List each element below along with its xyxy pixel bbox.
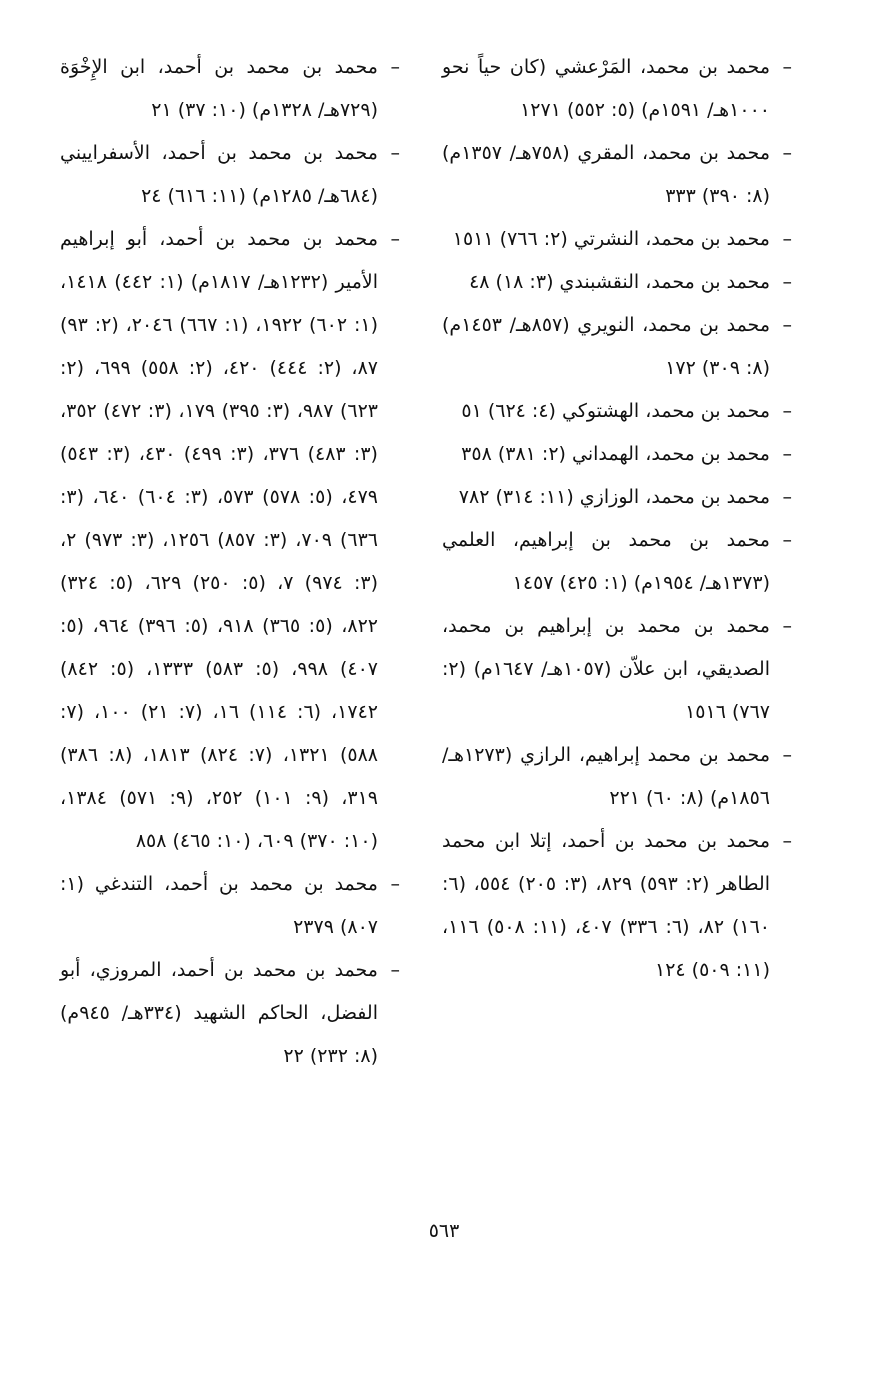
entry-text: محمد بن محمد بن أحمد، إتلا ابن محمد الطاهر (٢: ٥٩٣) ٨٢٩، (٣: ٢٠٥) ٥٥٤، (٦: ١٦٠) ٨٢، (٦: ٣٣٦) ٤٠٧، (١١: ٥٠٨) ١١٦، (١١: ٥٠٩) ١٢٤ xyxy=(442,830,771,981)
entry-text: محمد بن محمد، الهشتوكي (٤: ٦٢٤) ٥١ xyxy=(461,400,770,422)
entry-text: محمد بن محمد، النقشبندي (٣: ١٨) ٤٨ xyxy=(469,271,770,293)
entry-dash: – xyxy=(782,486,792,508)
entry-text: محمد بن محمد، المقري (٧٥٨هـ/ ١٣٥٧م) (٨: ٣٩٠) ٣٣٣ xyxy=(442,142,770,207)
entry-text: محمد بن محمد، النشرتي (٢: ٧٦٦) ١٥١١ xyxy=(452,228,770,250)
entry-text: محمد بن محمد بن أحمد، أبو إبراهيم الأمير (١٢٣٢هـ/ ١٨١٧م) (١: ٤٤٢) ١٤١٨، (١: ٦٠٢) ١٩٢٢، (١: ٦٦٧) ٢٠٤٦، (٢: ٩٣) ٨٧، (٢: ٤٤٤) ٤٢٠، (٢: ٥٥٨) ٦٩٩، (٢: ٦٢٣) ٩٨٧، (٣: ٣٩٥) ١٧٩، (٣: ٤٧٢) ٣٥٢، (٣: ٤٨٣) ٣٧٦، (٣: ٤٩٩) ٤٣٠، (٣: ٥٤٣) ٤٧٩، (٥: ٥٧٨) ٥٧٣، (٣: ٦٠٤) ٦٤٠، (٣: ٦٣٦) ٧٠٩، (٣: ٨٥٧) ١٢٥٦، (٣: ٩٧٣) ٢، (٣: ٩٧٤) ٧، (٥: ٢٥٠) ٦٢٩، (٥: ٣٢٤) ٨٢٢، (٥: ٣٦٥) ٩١٨، (٥: ٣٩٦) ٩٦٤، (٥: ٤٠٧) ٩٩٨، (٥: ٥٨٣) ١٣٣٣، (٥: ٨٤٢) ١٧٤٢، (٦: ١١٤) ١٦، (٧: ٢١) ١٠٠، (٧: ٥٨٨) ١٣٢١، (٧: ٨٢٤) ١٨١٣، (٨: ٣٨٦) ٣١٩، (٩: ١٠١) ٢٥٢، (٩: ٥٧١) ١٣٨٤، (١٠: ٣٧٠) ٦٠٩، (١٠: ٤٦٥) ٨٥٨ xyxy=(60,228,379,852)
index-entry xyxy=(442,820,792,992)
entry-dash: – xyxy=(782,443,792,465)
entry-dash: – xyxy=(782,529,792,551)
entry-text: محمد بن محمد بن أحمد، ابن الإِخْوَة (٧٢٩هـ/ ١٣٢٨م) (١٠: ٣٧) ٢١ xyxy=(60,56,378,121)
entry-text: محمد بن محمد، النويري (٨٥٧هـ/ ١٤٥٣م) (٨: ٣٠٩) ١٧٢ xyxy=(442,314,770,379)
index-entry xyxy=(442,605,792,734)
entry-text: محمد بن محمد، الهمداني (٢: ٣٨١) ٣٥٨ xyxy=(461,443,770,465)
entry-dash: – xyxy=(390,228,400,250)
entry-dash: – xyxy=(390,873,400,895)
entry-text: محمد بن محمد، المَرْعشي (كان حياً نحو ١٠٠٠هـ/ ١٥٩١م) (٥: ٥٥٢) ١٢٧١ xyxy=(442,56,770,121)
entry-text: محمد بن محمد بن أحمد، الأسفراييني (٦٨٤هـ/ ١٢٨٥م) (١١: ٦١٦) ٢٤ xyxy=(60,142,378,207)
index-entry xyxy=(442,261,792,304)
entry-dash: – xyxy=(782,228,792,250)
index-entry xyxy=(442,519,792,605)
index-entry xyxy=(60,949,400,1078)
index-entry xyxy=(442,218,792,261)
entry-text: محمد بن محمد بن إبراهيم بن محمد، الصديقي، ابن علاّن (١٠٥٧هـ/ ١٦٤٧م) (٢: ٧٦٧) ١٥١٦ xyxy=(442,615,770,723)
entry-dash: – xyxy=(782,615,792,637)
index-entry xyxy=(442,433,792,476)
entry-dash: – xyxy=(782,56,792,78)
index-entry xyxy=(442,46,792,132)
entry-dash: – xyxy=(782,271,792,293)
page-number: ٥٦٣ xyxy=(428,1220,460,1242)
index-entry xyxy=(442,390,792,433)
index-entry xyxy=(60,863,400,949)
entry-dash: – xyxy=(390,959,400,981)
entry-text: محمد بن محمد بن إبراهيم، العلمي (١٣٧٣هـ/ ١٩٥٤م) (١: ٤٢٥) ١٤٥٧ xyxy=(442,529,770,594)
index-entry xyxy=(442,476,792,519)
entry-dash: – xyxy=(782,830,792,852)
index-entry xyxy=(442,304,792,390)
entry-text: محمد بن محمد بن أحمد، التندغي (١: ٨٠٧) ٢٣٧٩ xyxy=(60,873,378,938)
index-column-right xyxy=(442,46,792,992)
index-entry xyxy=(60,46,400,132)
index-column-left xyxy=(60,46,400,1078)
entry-dash: – xyxy=(782,142,792,164)
entry-dash: – xyxy=(782,744,792,766)
entry-text: محمد بن محمد بن أحمد، المروزي، أبو الفضل، الحاكم الشهيد (٣٣٤هـ/ ٩٤٥م) (٨: ٢٣٢) ٢٢ xyxy=(60,959,378,1067)
entry-dash: – xyxy=(782,314,792,336)
index-entry xyxy=(60,132,400,218)
entry-text: محمد بن محمد إبراهيم، الرازي (١٢٧٣هـ/ ١٨٥٦م) (٨: ٦٠) ٢٢١ xyxy=(442,744,770,809)
index-entry xyxy=(442,734,792,820)
index-entry xyxy=(442,132,792,218)
entry-dash: – xyxy=(782,400,792,422)
index-entry xyxy=(60,218,400,863)
entry-text: محمد بن محمد، الوزازي (١١: ٣١٤) ٧٨٢ xyxy=(458,486,770,508)
entry-dash: – xyxy=(390,56,400,78)
entry-dash: – xyxy=(390,142,400,164)
